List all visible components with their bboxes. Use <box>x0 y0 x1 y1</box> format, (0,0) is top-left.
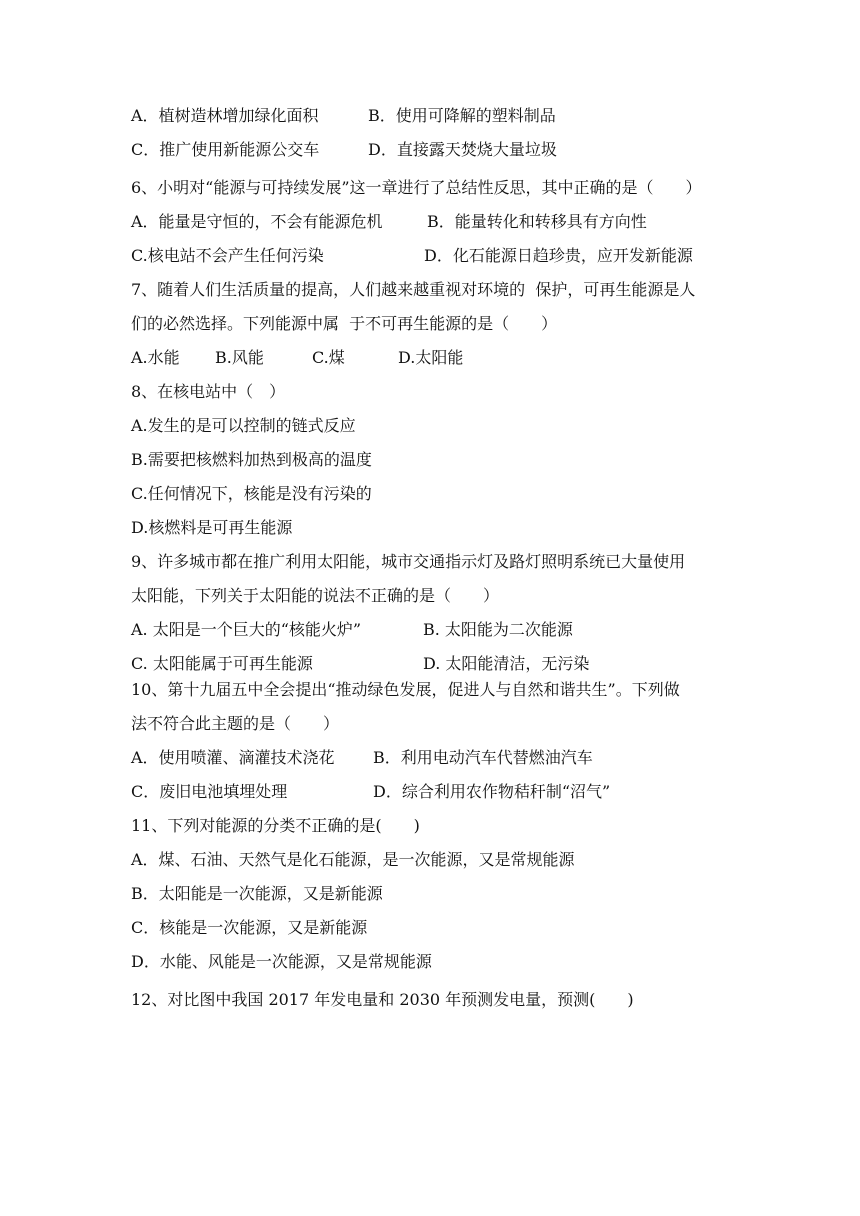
q7-option-c: C.煤 <box>312 348 345 367</box>
q10-stem-line2: 法不符合此主题的是（ ） <box>131 714 340 733</box>
q5-option-b: B．使用可降解的塑料制品 <box>368 106 556 125</box>
q7-stem-line2: 们的必然选择。下列能源中属 于不可再生能源的是（ ） <box>131 314 558 333</box>
q7-option-d: D.太阳能 <box>398 348 464 367</box>
q8-option-a: A.发生的是可以控制的链式反应 <box>131 416 356 435</box>
q10-option-a: A．使用喷灌、滴灌技术浇花 <box>131 748 335 767</box>
q7-option-b: B.风能 <box>215 348 264 367</box>
q6-option-b: B．能量转化和转移具有方向性 <box>427 212 647 231</box>
q7-option-a: A.水能 <box>131 348 180 367</box>
q10-stem-line1: 10、第十九届五中全会提出“推动绿色发展，促进人与自然和谐共生”。下列做 <box>131 680 680 699</box>
q8-option-b: B.需要把核燃料加热到极高的温度 <box>131 450 372 469</box>
q11-option-d: D．水能、风能是一次能源，又是常规能源 <box>131 952 432 971</box>
q5-option-c: C．推广使用新能源公交车 <box>131 140 320 159</box>
q12-stem: 12、对比图中我国 2017 年发电量和 2030 年预测发电量，预测( ) <box>131 990 634 1009</box>
q9-option-b: B. 太阳能为二次能源 <box>423 620 573 639</box>
q11-option-a: A．煤、石油、天然气是化石能源，是一次能源，又是常规能源 <box>131 850 575 869</box>
q6-option-c: C.核电站不会产生任何污染 <box>131 246 324 265</box>
q8-stem: 8、在核电站中（ ） <box>131 382 286 401</box>
q6-stem: 6、小明对“能源与可持续发展”这一章进行了总结性反思，其中正确的是（ ） <box>131 178 702 197</box>
q11-stem: 11、下列对能源的分类不正确的是( ) <box>131 816 420 835</box>
q8-option-c: C.任何情况下，核能是没有污染的 <box>131 484 372 503</box>
q5-option-a: A．植树造林增加绿化面积 <box>131 106 319 125</box>
q5-option-d: D．直接露天焚烧大量垃圾 <box>368 140 557 159</box>
q8-option-d: D.核燃料是可再生能源 <box>131 518 293 537</box>
q9-option-a: A. 太阳是一个巨大的“核能火炉” <box>131 620 362 639</box>
q7-stem-line1: 7、随着人们生活质量的提高，人们越来越重视对环境的 保护，可再生能源是人 <box>131 280 696 299</box>
q6-option-d: D．化石能源日趋珍贵，应开发新能源 <box>424 246 693 265</box>
q10-option-b: B．利用电动汽车代替燃油汽车 <box>373 748 593 767</box>
q6-option-a: A．能量是守恒的，不会有能源危机 <box>131 212 383 231</box>
q9-stem-line1: 9、许多城市都在推广利用太阳能，城市交通指示灯及路灯照明系统已大量使用 <box>131 552 686 571</box>
q10-option-c: C．废旧电池填埋处理 <box>131 782 288 801</box>
q9-stem-line2: 太阳能，下列关于太阳能的说法不正确的是（ ） <box>131 586 500 605</box>
q11-option-c: C．核能是一次能源，又是新能源 <box>131 918 368 937</box>
q11-option-b: B．太阳能是一次能源，又是新能源 <box>131 884 383 903</box>
q9-option-d: D. 太阳能清洁，无污染 <box>423 654 590 673</box>
q9-option-c: C. 太阳能属于可再生能源 <box>131 654 313 673</box>
q10-option-d: D．综合利用农作物秸秆制“沼气” <box>373 782 611 801</box>
